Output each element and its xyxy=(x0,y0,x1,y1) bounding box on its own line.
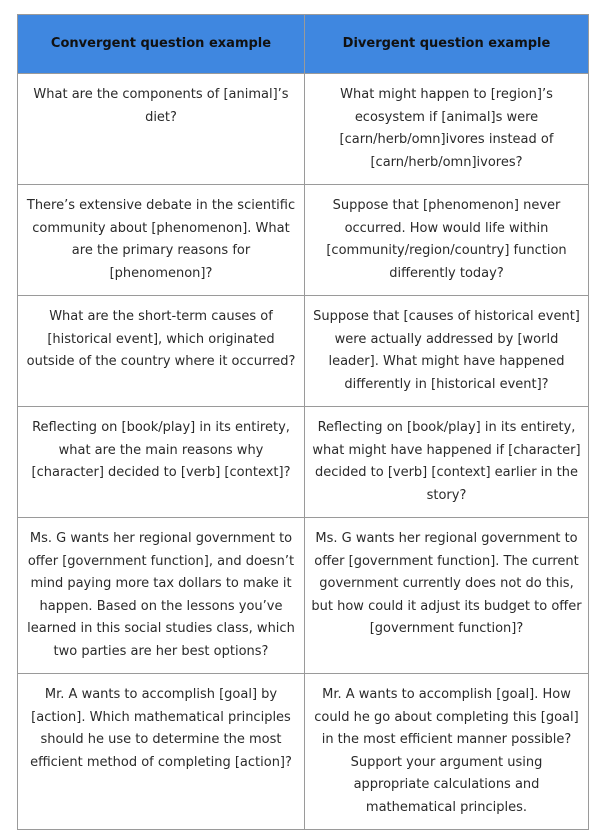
convergent-cell: Ms. G wants her regional government to offer [government function], and doesn’t mind paying more tax dollars to make it happen. Based on the lessons you’ve learned in this social studies class, which two parties are her best options? xyxy=(18,518,305,674)
divergent-cell: Reflecting on [book/play] in its entirety, what might have happened if [character] decided to [verb] [context] earlier in the story? xyxy=(305,407,589,518)
table-row xyxy=(18,518,589,674)
convergent-cell: Mr. A wants to accomplish [goal] by [action]. Which mathematical principles should he use to determine the most efficient method of completing [action]? xyxy=(18,674,305,830)
convergent-cell: Reflecting on [book/play] in its entirety, what are the main reasons why [character] decided to [verb] [context]? xyxy=(18,407,305,518)
convergent-cell: What are the short-term causes of [historical event], which originated outside of the country where it occurred? xyxy=(18,296,305,407)
table-row xyxy=(18,296,589,407)
convergent-cell: There’s extensive debate in the scientific community about [phenomenon]. What are the primary reasons for [phenomenon]? xyxy=(18,185,305,296)
divergent-cell: Ms. G wants her regional government to offer [government function]. The current government currently does not do this, but how could it adjust its budget to offer [government function]? xyxy=(305,518,589,674)
table-row xyxy=(18,674,589,830)
header-divergent: Divergent question example xyxy=(305,15,589,74)
divergent-cell: Suppose that [causes of historical event] were actually addressed by [world leader]. What might have happened differently in [historical event]? xyxy=(305,296,589,407)
table-row xyxy=(18,185,589,296)
table-body xyxy=(18,74,589,830)
header-row xyxy=(18,15,589,74)
question-comparison-table xyxy=(17,14,589,830)
table-row xyxy=(18,407,589,518)
table-header xyxy=(18,15,589,74)
header-convergent: Convergent question example xyxy=(18,15,305,74)
divergent-cell: Suppose that [phenomenon] never occurred. How would life within [community/region/country] function differently today? xyxy=(305,185,589,296)
divergent-cell: What might happen to [region]’s ecosystem if [animal]s were [carn/herb/omn]ivores instead of [carn/herb/omn]ivores? xyxy=(305,74,589,185)
divergent-cell: Mr. A wants to accomplish [goal]. How could he go about completing this [goal] in the most efficient manner possible? Support your argument using appropriate calculations and mathematical principles. xyxy=(305,674,589,830)
convergent-cell: What are the components of [animal]’s diet? xyxy=(18,74,305,185)
table-row xyxy=(18,74,589,185)
